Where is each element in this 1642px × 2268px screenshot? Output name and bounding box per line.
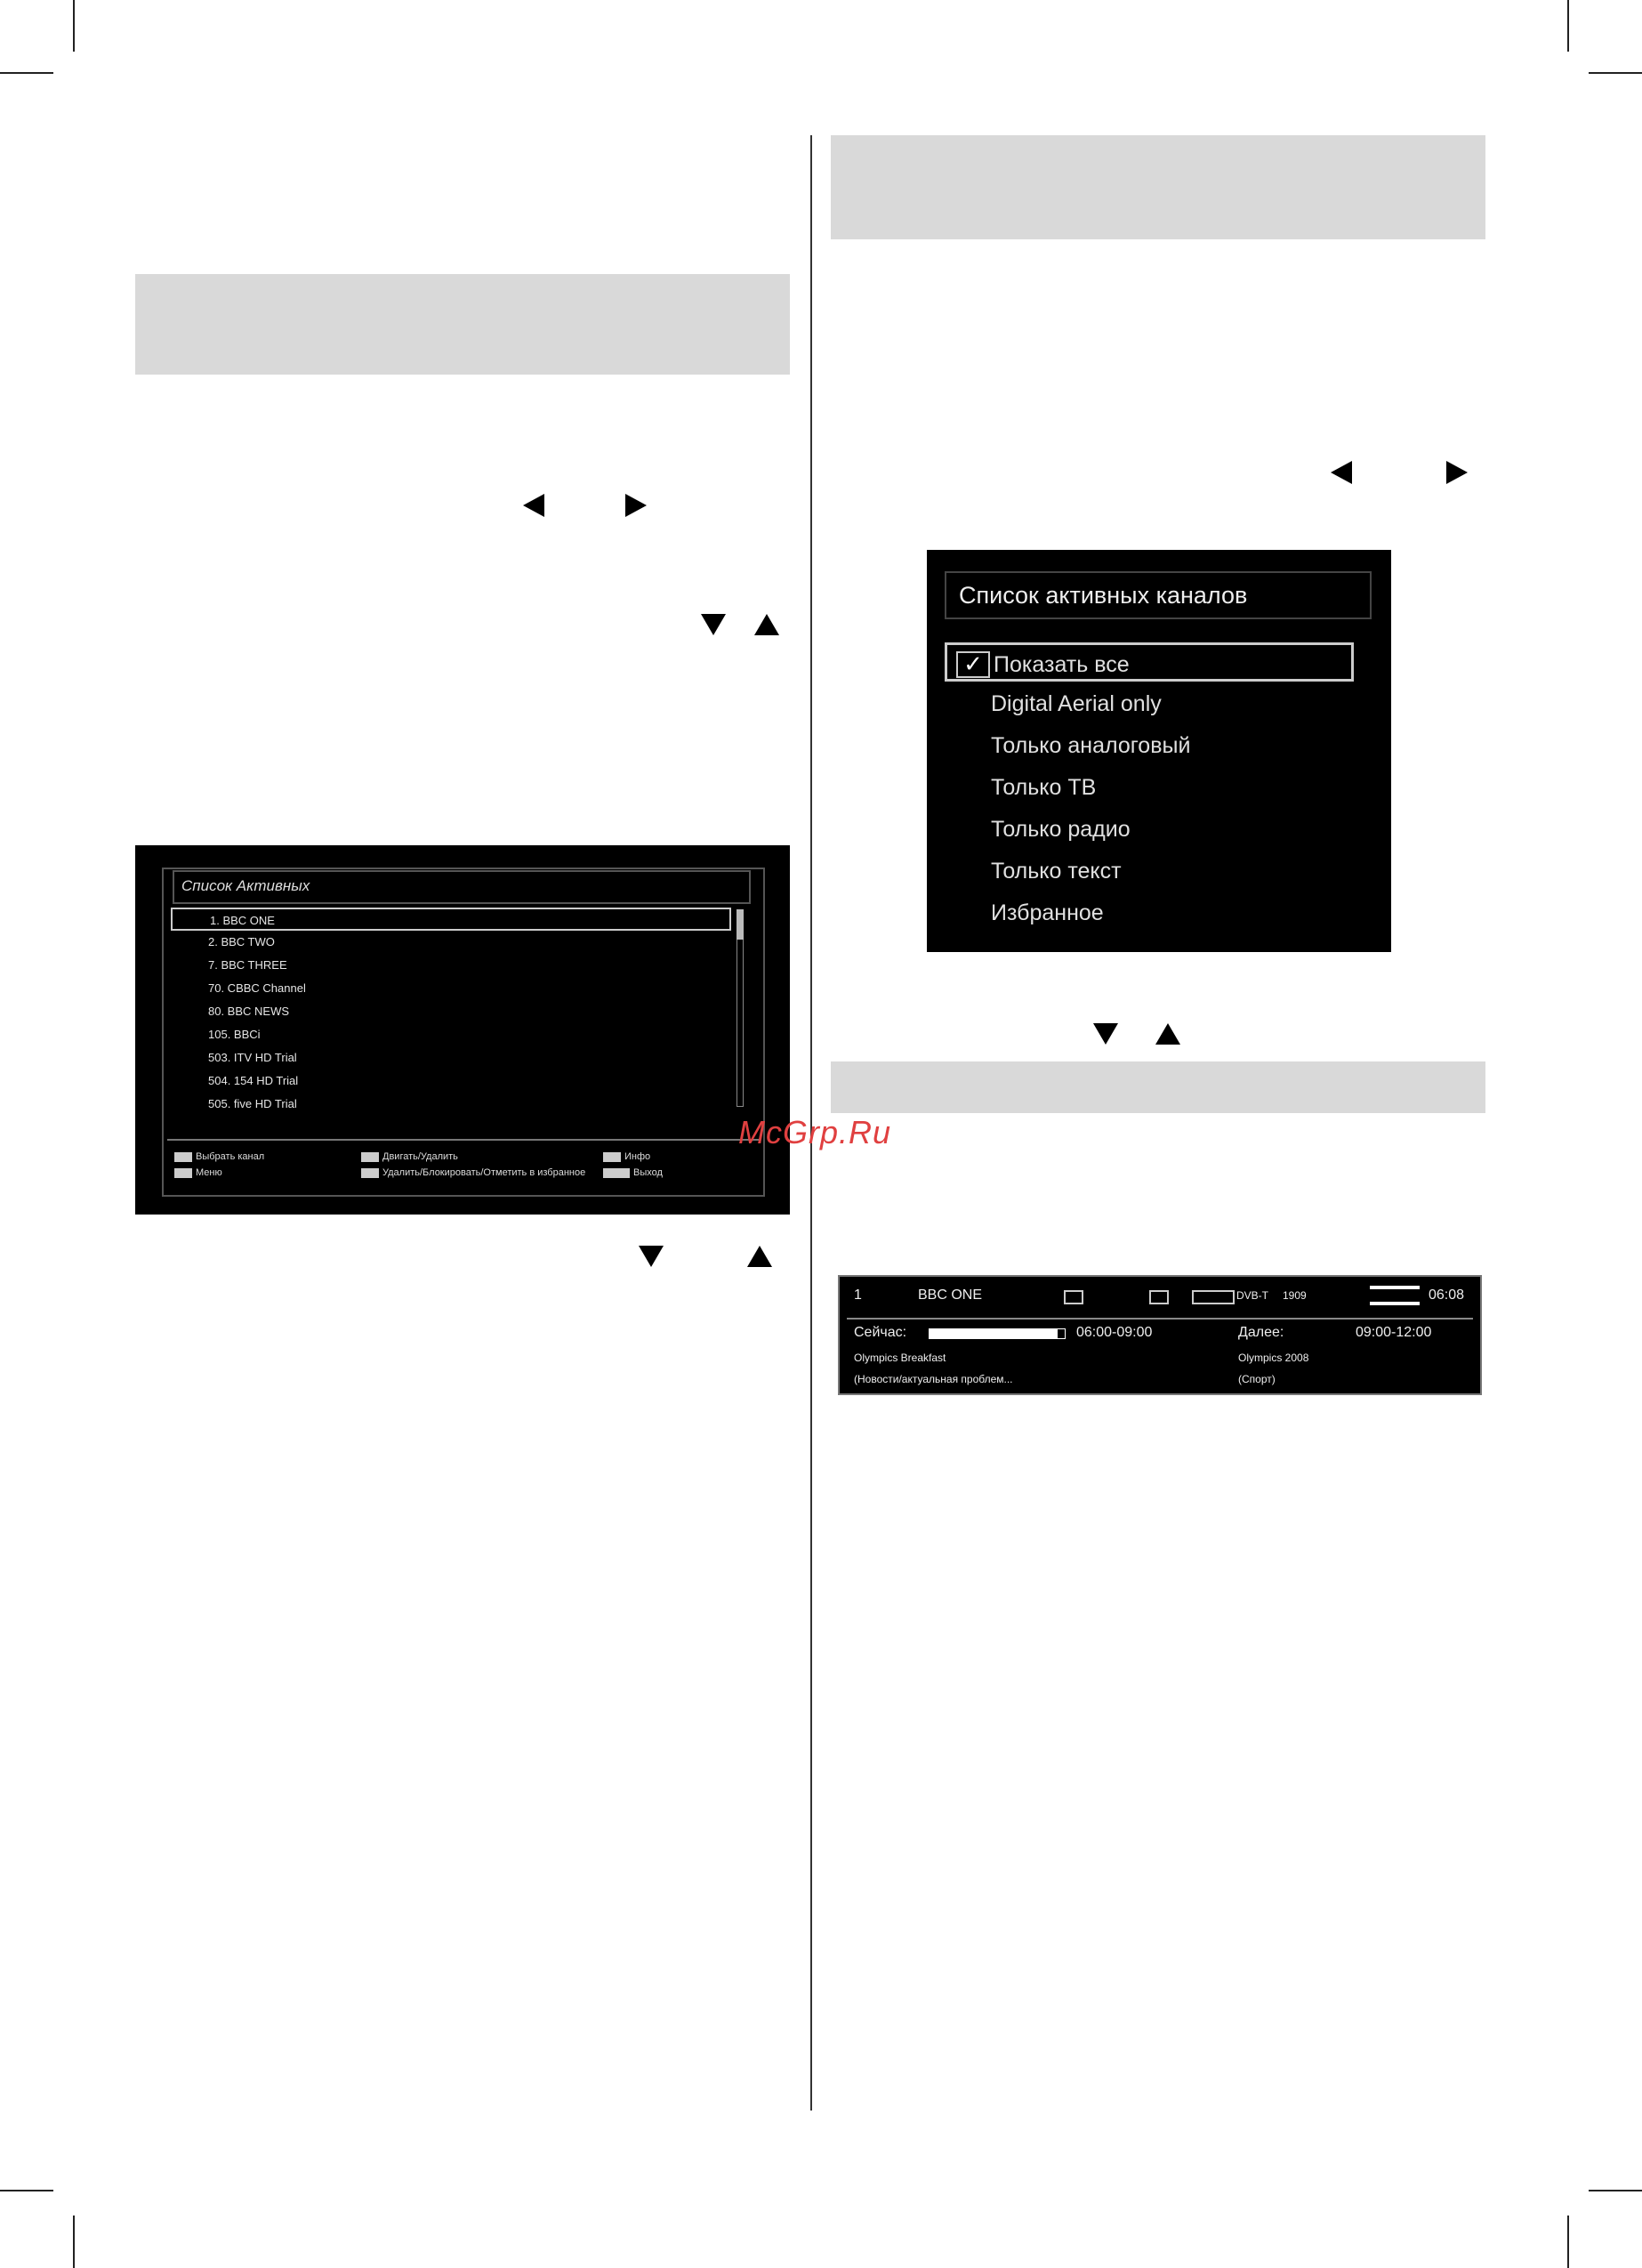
- audio-icon: [1192, 1290, 1235, 1304]
- now-program: Olympics Breakfast: [854, 1352, 946, 1364]
- help-move: Двигать/Удалить: [361, 1151, 458, 1162]
- help-delete-lock: Удалить/Блокировать/Отметить в избранное: [361, 1167, 585, 1178]
- next-genre: (Спорт): [1238, 1373, 1276, 1385]
- up-arrow-icon: [1155, 1023, 1180, 1045]
- active-list-title: Список активных каналов: [945, 571, 1372, 619]
- channel-row[interactable]: 504. 154 HD Trial: [208, 1074, 299, 1087]
- crop-mark: [1567, 0, 1569, 52]
- subtitle-icon: [1064, 1290, 1083, 1304]
- menu-item-radio-only[interactable]: Только радио: [991, 817, 1131, 842]
- channel-list: [171, 908, 731, 1116]
- help-select-channel: Выбрать канал: [174, 1151, 264, 1162]
- menu-key-icon: [174, 1168, 192, 1178]
- quality-level-bar: [1370, 1302, 1420, 1305]
- right-arrow-icon: [625, 494, 647, 517]
- channel-list-screen: [135, 845, 790, 1215]
- menu-item-digital-aerial[interactable]: Digital Aerial only: [991, 691, 1162, 716]
- down-arrow-icon: [639, 1246, 664, 1267]
- channel-row[interactable]: 70. CBBC Channel: [208, 981, 306, 995]
- menu-item-favourites[interactable]: Избранное: [991, 900, 1104, 925]
- exit-key-icon: [603, 1168, 630, 1178]
- color-key-icon: [361, 1168, 379, 1178]
- channel-row[interactable]: 505. five HD Trial: [208, 1097, 297, 1110]
- teletext-icon: [1149, 1290, 1169, 1304]
- menu-item-text-only[interactable]: Только текст: [991, 859, 1122, 884]
- channel-row[interactable]: 105. BBCi: [208, 1028, 261, 1041]
- channel-name: BBC ONE: [918, 1287, 983, 1303]
- now-label: Сейчас:: [854, 1325, 907, 1340]
- now-genre: (Новости/актуальная проблем...: [854, 1373, 1013, 1385]
- channel-row[interactable]: 1. BBC ONE: [171, 908, 731, 931]
- crop-mark: [0, 2190, 53, 2191]
- left-arrow-icon: [523, 494, 544, 517]
- crop-mark: [73, 2216, 75, 2268]
- crop-mark: [0, 72, 53, 74]
- clock: 06:08: [1429, 1287, 1465, 1303]
- ok-key-icon: [361, 1152, 379, 1162]
- now-progress-fill: [930, 1329, 1058, 1338]
- section-heading-bar: [135, 274, 790, 375]
- down-arrow-icon: [701, 614, 726, 635]
- section-heading-bar: [831, 1061, 1485, 1113]
- info-banner-screen: [838, 1275, 1482, 1395]
- info-key-icon: [603, 1152, 621, 1162]
- crop-mark: [73, 0, 75, 52]
- nav-key-icon: [174, 1152, 192, 1162]
- help-info: Инфо: [603, 1151, 650, 1162]
- menu-item-analog-only[interactable]: Только аналоговый: [991, 733, 1191, 758]
- now-time: 06:00-09:00: [1076, 1325, 1153, 1340]
- menu-item-show-all[interactable]: [945, 642, 1354, 682]
- checkmark-icon: ✓: [956, 651, 990, 678]
- crop-mark: [1589, 72, 1642, 74]
- menu-item-label: Показать все: [994, 652, 1130, 677]
- section-heading-bar: [831, 135, 1485, 239]
- signal-label: 1909: [1283, 1289, 1307, 1302]
- banner-separator: [847, 1318, 1473, 1320]
- channel-row[interactable]: 503. ITV HD Trial: [208, 1051, 297, 1064]
- watermark: McGrp.Ru: [738, 1114, 892, 1150]
- down-arrow-icon: [1093, 1023, 1118, 1045]
- channel-number: 1: [854, 1287, 862, 1303]
- channel-row[interactable]: 80. BBC NEWS: [208, 1005, 290, 1018]
- up-arrow-icon: [754, 614, 779, 635]
- now-progress-track: [929, 1328, 1066, 1339]
- crop-mark: [1589, 2190, 1642, 2191]
- scrollbar-thumb[interactable]: [736, 909, 744, 940]
- signal-level-bar: [1370, 1286, 1420, 1289]
- channel-row[interactable]: 2. BBC TWO: [208, 935, 275, 948]
- right-arrow-icon: [1446, 461, 1468, 484]
- help-separator: [167, 1139, 759, 1141]
- dvb-label: DVB-T: [1236, 1289, 1268, 1302]
- active-list-menu-screen: [927, 550, 1391, 952]
- up-arrow-icon: [747, 1246, 772, 1267]
- channel-row[interactable]: 7. BBC THREE: [208, 958, 287, 972]
- next-label: Далее:: [1238, 1325, 1284, 1340]
- next-time: 09:00-12:00: [1356, 1325, 1432, 1340]
- crop-mark: [1567, 2216, 1569, 2268]
- help-menu: Меню: [174, 1167, 222, 1178]
- menu-item-tv-only[interactable]: Только ТВ: [991, 775, 1097, 800]
- help-exit: Выход: [603, 1167, 663, 1178]
- channel-list-title: Список Активных: [173, 870, 751, 904]
- left-arrow-icon: [1331, 461, 1352, 484]
- next-program: Olympics 2008: [1238, 1352, 1309, 1364]
